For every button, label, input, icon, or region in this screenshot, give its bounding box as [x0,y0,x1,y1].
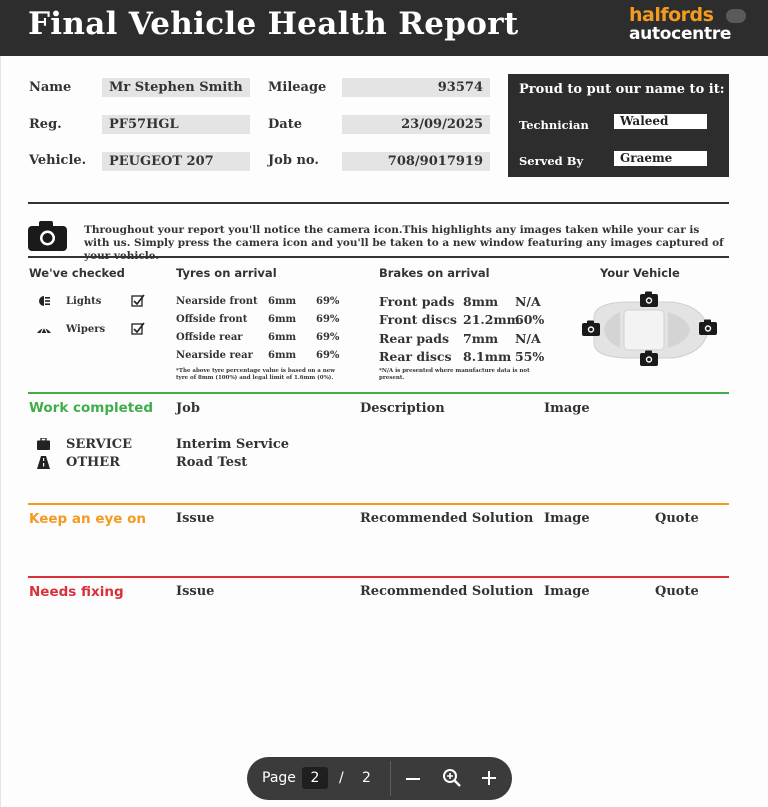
job-column-header: Job [176,401,200,416]
keep-eye-rule [28,503,729,505]
tyre-position: Offside front [176,314,248,325]
brake-part: Rear discs [379,349,452,364]
brake-part: Rear pads [379,331,449,346]
brake-percent: N/A [515,294,541,309]
work-completed-rule [28,392,729,394]
solution-column-header: Recommended Solution [360,584,534,599]
brake-percent: 55% [515,349,545,364]
served-by-value: Graeme [614,151,707,166]
served-by-label: Served By [519,154,584,168]
brake-part: Front discs [379,312,457,327]
brake-part: Front pads [379,294,455,309]
checkbox-checked-icon [131,294,145,307]
road-icon [37,456,50,469]
camera-note: Throughout your report you'll notice the camera icon.This highlights any images taken while your car is with us. Simply press the camera icon and you'll be taken to a new window featuring any images captured of [84,224,724,249]
tyres-heading: Tyres on arrival [176,266,277,280]
tyre-position: Nearside front [176,296,258,307]
vehicle-label: Vehicle. [29,153,87,168]
halfords-logo: halfords [629,4,714,26]
pdf-toolbar [247,757,512,800]
brakes-heading: Brakes on arrival [379,266,490,280]
technician-label: Technician [519,118,589,132]
wiper-icon [36,324,52,336]
tyre-depth: 6mm [268,296,297,307]
checked-item-wipers: Wipers [66,324,106,335]
quote-column-header: Quote [655,584,699,599]
brake-depth: 8.1mm [463,349,512,364]
zoom-out-icon[interactable] [405,771,421,787]
work-type: OTHER [66,455,120,470]
needs-fixing-rule [28,576,729,578]
page-title: Final Vehicle Health Report [28,6,519,42]
tyre-note: *The above tyre percentage value is based on a new tyre of 8mm (100%) and legal limit of 1.6mm (0%). [176,368,335,381]
mileage-value: 93574 [342,78,490,97]
headlight-icon [37,295,51,307]
staff-heading: Proud to put our name to it: [519,82,725,97]
solution-column-header: Recommended Solution [360,511,534,526]
autocentre-logo: autocentre [629,24,732,44]
job-value: 708/9017919 [342,152,490,171]
description-column-header: Description [360,401,445,416]
mileage-label: Mileage [268,80,327,95]
tyre-depth: 6mm [268,332,297,343]
divider [28,256,729,258]
service-icon [37,438,50,450]
work-job: Interim Service [176,437,290,452]
brake-percent: 60% [515,312,545,327]
tyre-percent: 69% [316,332,340,343]
needs-fixing-heading: Needs fixing [29,584,124,600]
brake-depth: 21.2mm [463,312,520,327]
reg-label: Reg. [29,117,62,132]
issue-column-header: Issue [176,511,215,526]
technician-value: Waleed [614,114,707,129]
toolbar-divider [390,761,391,796]
header-pill [726,9,746,23]
total-pages: 2 [362,770,371,786]
checkbox-checked-icon [131,322,145,335]
tyre-position: Nearside rear [176,350,253,361]
quote-column-header: Quote [655,511,699,526]
image-column-header: Image [544,401,590,416]
page-label: Page [262,770,296,786]
vehicle-heading: Your Vehicle [600,266,680,280]
brake-depth: 7mm [463,331,499,346]
work-type: SERVICE [66,437,133,452]
job-label: Job no. [268,153,319,168]
tyre-position: Offside rear [176,332,243,343]
work-job: Road Test [176,455,248,470]
issue-column-header: Issue [176,584,215,599]
camera-icon [28,221,68,251]
tyre-percent: 69% [316,296,340,307]
brake-percent: N/A [515,331,541,346]
zoom-in-icon[interactable] [481,770,497,786]
page-number-input[interactable]: 2 [302,767,328,789]
divider [28,202,729,204]
camera-icon[interactable] [640,292,658,308]
reg-value: PF57HGL [102,115,250,134]
zoom-fit-icon[interactable] [442,768,462,788]
tyre-depth: 6mm [268,350,297,361]
work-completed-heading: Work completed [29,400,154,416]
brake-depth: 8mm [463,294,499,309]
tyre-percent: 69% [316,314,340,325]
page-separator: / [339,770,344,786]
date-label: Date [268,117,302,132]
image-column-header: Image [544,511,590,526]
name-label: Name [29,80,72,95]
brake-note: *N/A is presented where manufacture data is not present. [379,368,530,381]
image-column-header: Image [544,584,590,599]
date-value: 23/09/2025 [342,115,490,134]
checked-item-lights: Lights [66,296,102,307]
tyre-percent: 69% [316,350,340,361]
tyre-depth: 6mm [268,314,297,325]
staff-panel [508,74,729,177]
vehicle-value: PEUGEOT 207 [102,152,250,171]
keep-eye-heading: Keep an eye on [29,511,147,527]
checked-heading: We've checked [29,266,125,280]
vehicle-diagram [580,290,720,370]
name-value: Mr Stephen Smith [102,78,250,97]
